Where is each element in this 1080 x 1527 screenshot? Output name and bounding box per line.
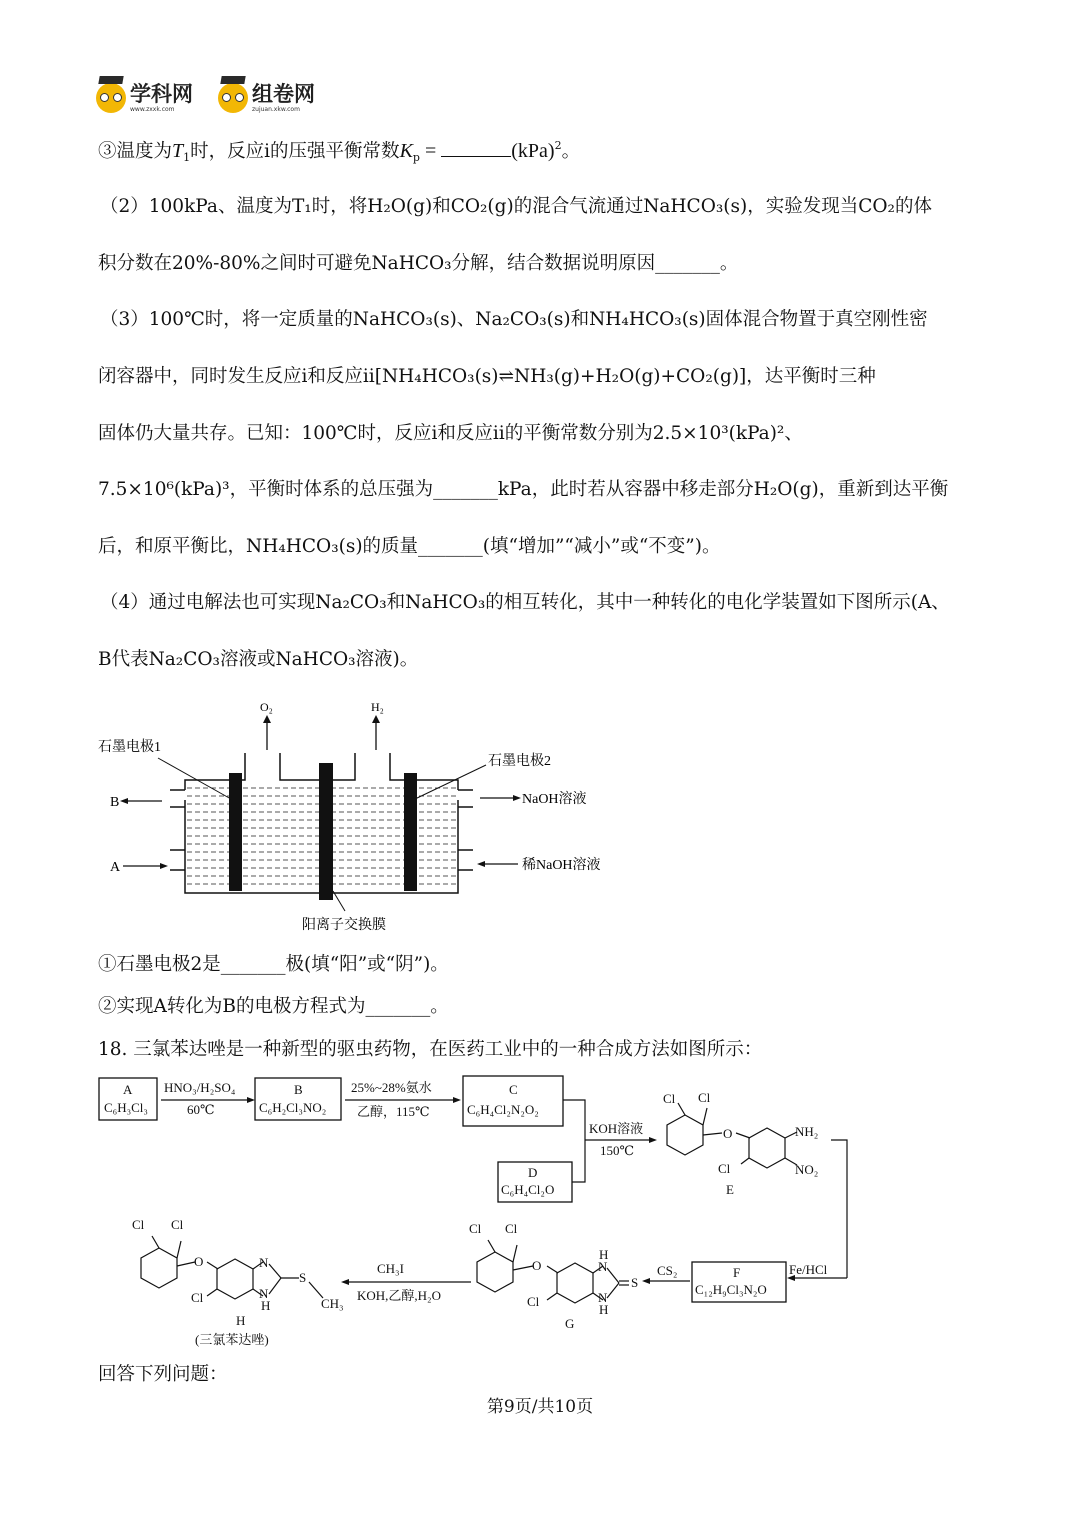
naoh-label: NaOH溶液 <box>522 792 587 807</box>
step1-reagent: HNO₃/H₂SO₄ <box>164 1080 236 1095</box>
logo-xueke-text: 学科网 <box>130 81 193 106</box>
h-cl-1: Cl <box>132 1217 145 1232</box>
step2-reagent: 25%~28%氨水 <box>351 1080 432 1095</box>
h-n-top: N <box>259 1255 269 1270</box>
step5-reagent: CS₂ <box>657 1263 678 1278</box>
compound-a-label: A <box>123 1082 133 1097</box>
question-4-line1: （4）通过电解法也可实现Na₂CO₃和NaHCO₃的相互转化，其中一种转化的电化学装置如下图所示(A、 <box>100 592 950 613</box>
answer-prompt: 回答下列问题： <box>98 1364 228 1385</box>
e-nh2: NH₂ <box>795 1124 819 1139</box>
logo-zujuan <box>218 80 315 116</box>
g-h-bottom: H <box>599 1302 609 1317</box>
logo-xueke <box>96 80 193 116</box>
h-n-bottom: N <box>259 1286 269 1301</box>
h-cl-3: Cl <box>191 1290 204 1305</box>
compound-b-label: B <box>294 1082 303 1097</box>
logo-zujuan-url: zujuan.xkw.com <box>252 105 300 113</box>
unit-sup: 2 <box>554 139 562 152</box>
question-3-line3: 固体仍大量共存。已知：100℃时，反应ⅰ和反应ⅱ的平衡常数分别为2.5×10³(kPa)²、 <box>98 423 803 444</box>
h-o: O <box>194 1254 204 1269</box>
owl-logo-icon <box>218 83 248 113</box>
g-o: O <box>532 1258 542 1273</box>
text: 。 <box>561 141 581 162</box>
unit: (kPa) <box>511 140 555 162</box>
dilute-naoh-label: 稀NaOH溶液 <box>522 858 601 873</box>
electrode-1-label: 石墨电极1 <box>98 740 161 755</box>
compound-a-formula: C₆H₃Cl₃ <box>104 1100 148 1115</box>
g-n-top: N <box>598 1259 608 1274</box>
step6-reagent: CH₃I <box>377 1261 404 1276</box>
compound-e-label: E <box>726 1182 734 1197</box>
question-4-sub2: ②实现A转化为B的电极方程式为_______。 <box>98 996 449 1017</box>
equals: = <box>419 140 442 162</box>
h-h: H <box>261 1298 271 1313</box>
membrane-label: 阳离子交换膜 <box>302 918 386 933</box>
question-3-line1: （3）100℃时，将一定质量的NaHCO₃(s)、Na₂CO₃(s)和NH₄HCO₃(s)固体混合物置于真空刚性密 <box>100 309 928 330</box>
h-ch3: CH₃ <box>321 1296 344 1311</box>
text: ③温度为 <box>98 141 173 162</box>
g-h-top: H <box>599 1247 609 1262</box>
compound-b-formula: C₆H₂Cl₃NO₂ <box>259 1100 327 1115</box>
question-4-sub1: ①石墨电极2是_______极(填“阳”或“阴”)。 <box>98 954 449 975</box>
question-3-line4: 7.5×10⁶(kPa)³，平衡时体系的总压强为_______kPa，此时若从容器中移走部分H₂O(g)，重新到达平衡 <box>98 479 949 500</box>
question-2-line2: 积分数在20%-80%之间时可避免NaHCO₃分解，结合数据说明原因_______。 <box>98 253 739 274</box>
step2-condition: 乙醇，115℃ <box>357 1104 430 1119</box>
graphite-electrode-1 <box>229 773 242 891</box>
b-label: B <box>110 795 120 810</box>
electrolysis-cell-diagram <box>90 695 630 940</box>
e-cl-1: Cl <box>663 1091 676 1106</box>
t1-symbol: T <box>172 140 184 162</box>
g-cl-1: Cl <box>469 1221 482 1236</box>
h-s: S <box>299 1270 307 1285</box>
a-label: A <box>110 860 121 875</box>
e-cl-2: Cl <box>698 1090 711 1105</box>
e-no2: NO₂ <box>795 1162 819 1177</box>
compound-c-formula: C₆H₄Cl₂N₂O₂ <box>467 1102 539 1117</box>
compound-h-name: (三氯苯达唑) <box>195 1332 269 1347</box>
step6-condition: KOH,乙醇,H₂O <box>357 1288 441 1303</box>
question-4-line2: B代表Na₂CO₃溶液或NaHCO₃溶液)。 <box>98 649 419 670</box>
synthesis-route-diagram <box>95 1070 865 1355</box>
e-cl-3: Cl <box>718 1161 731 1176</box>
logo-zujuan-text: 组卷网 <box>252 81 315 106</box>
page-footer: 第9页/共10页 <box>486 1397 594 1417</box>
compound-d-label: D <box>528 1165 538 1180</box>
logo-xueke-url: www.zxxk.com <box>130 105 175 113</box>
cation-exchange-membrane <box>319 763 333 900</box>
answer-blank <box>441 142 511 157</box>
electrode-2-label: 石墨电极2 <box>488 754 551 769</box>
step3-reagent: KOH溶液 <box>589 1121 644 1136</box>
compound-f-formula: C₁₂H₉Cl₃N₂O <box>695 1282 767 1297</box>
text: 时，反应ⅰ的压强平衡常数 <box>190 141 400 162</box>
g-cl-2: Cl <box>505 1221 518 1236</box>
t1-sub: 1 <box>183 151 191 164</box>
compound-c-label: C <box>509 1082 518 1097</box>
question-2-line1: （2）100kPa、温度为T₁时，将H₂O(g)和CO₂(g)的混合气流通过NaHCO₃(s)，实验发现当CO₂的体 <box>100 196 932 217</box>
compound-f-label: F <box>733 1265 741 1280</box>
graphite-electrode-2 <box>404 773 417 891</box>
step4-reagent: Fe/HCl <box>789 1262 828 1277</box>
question-3-part3 <box>98 141 580 162</box>
question-3-line2: 闭容器中，同时发生反应ⅰ和反应ⅱ[NH₄HCO₃(s)⇌NH₃(g)+H₂O(g)+CO₂(g)]，达平衡时三种 <box>98 366 876 387</box>
question-18-intro: 18. 三氯苯达唑是一种新型的驱虫药物，在医药工业中的一种合成方法如图所示： <box>98 1039 763 1060</box>
owl-logo-icon <box>96 83 126 113</box>
g-n-bottom: N <box>598 1290 608 1305</box>
g-cl-3: Cl <box>527 1294 540 1309</box>
step3-condition: 150℃ <box>600 1143 635 1158</box>
h-cl-2: Cl <box>171 1217 184 1232</box>
h2-label: H₂ <box>371 700 384 714</box>
g-s: S <box>631 1275 639 1290</box>
step1-condition: 60℃ <box>187 1102 215 1117</box>
o2-label: O₂ <box>260 700 273 714</box>
e-o: O <box>723 1126 733 1141</box>
k-sub: p <box>412 151 420 164</box>
k-symbol: K <box>399 140 413 162</box>
question-3-line5: 后，和原平衡比，NH₄HCO₃(s)的质量_______(填“增加”“减小”或“不变”)。 <box>98 536 721 557</box>
compound-g-label: G <box>565 1316 575 1331</box>
compound-d-formula: C₆H₄Cl₂O <box>501 1182 555 1197</box>
compound-h-label: H <box>236 1313 246 1328</box>
